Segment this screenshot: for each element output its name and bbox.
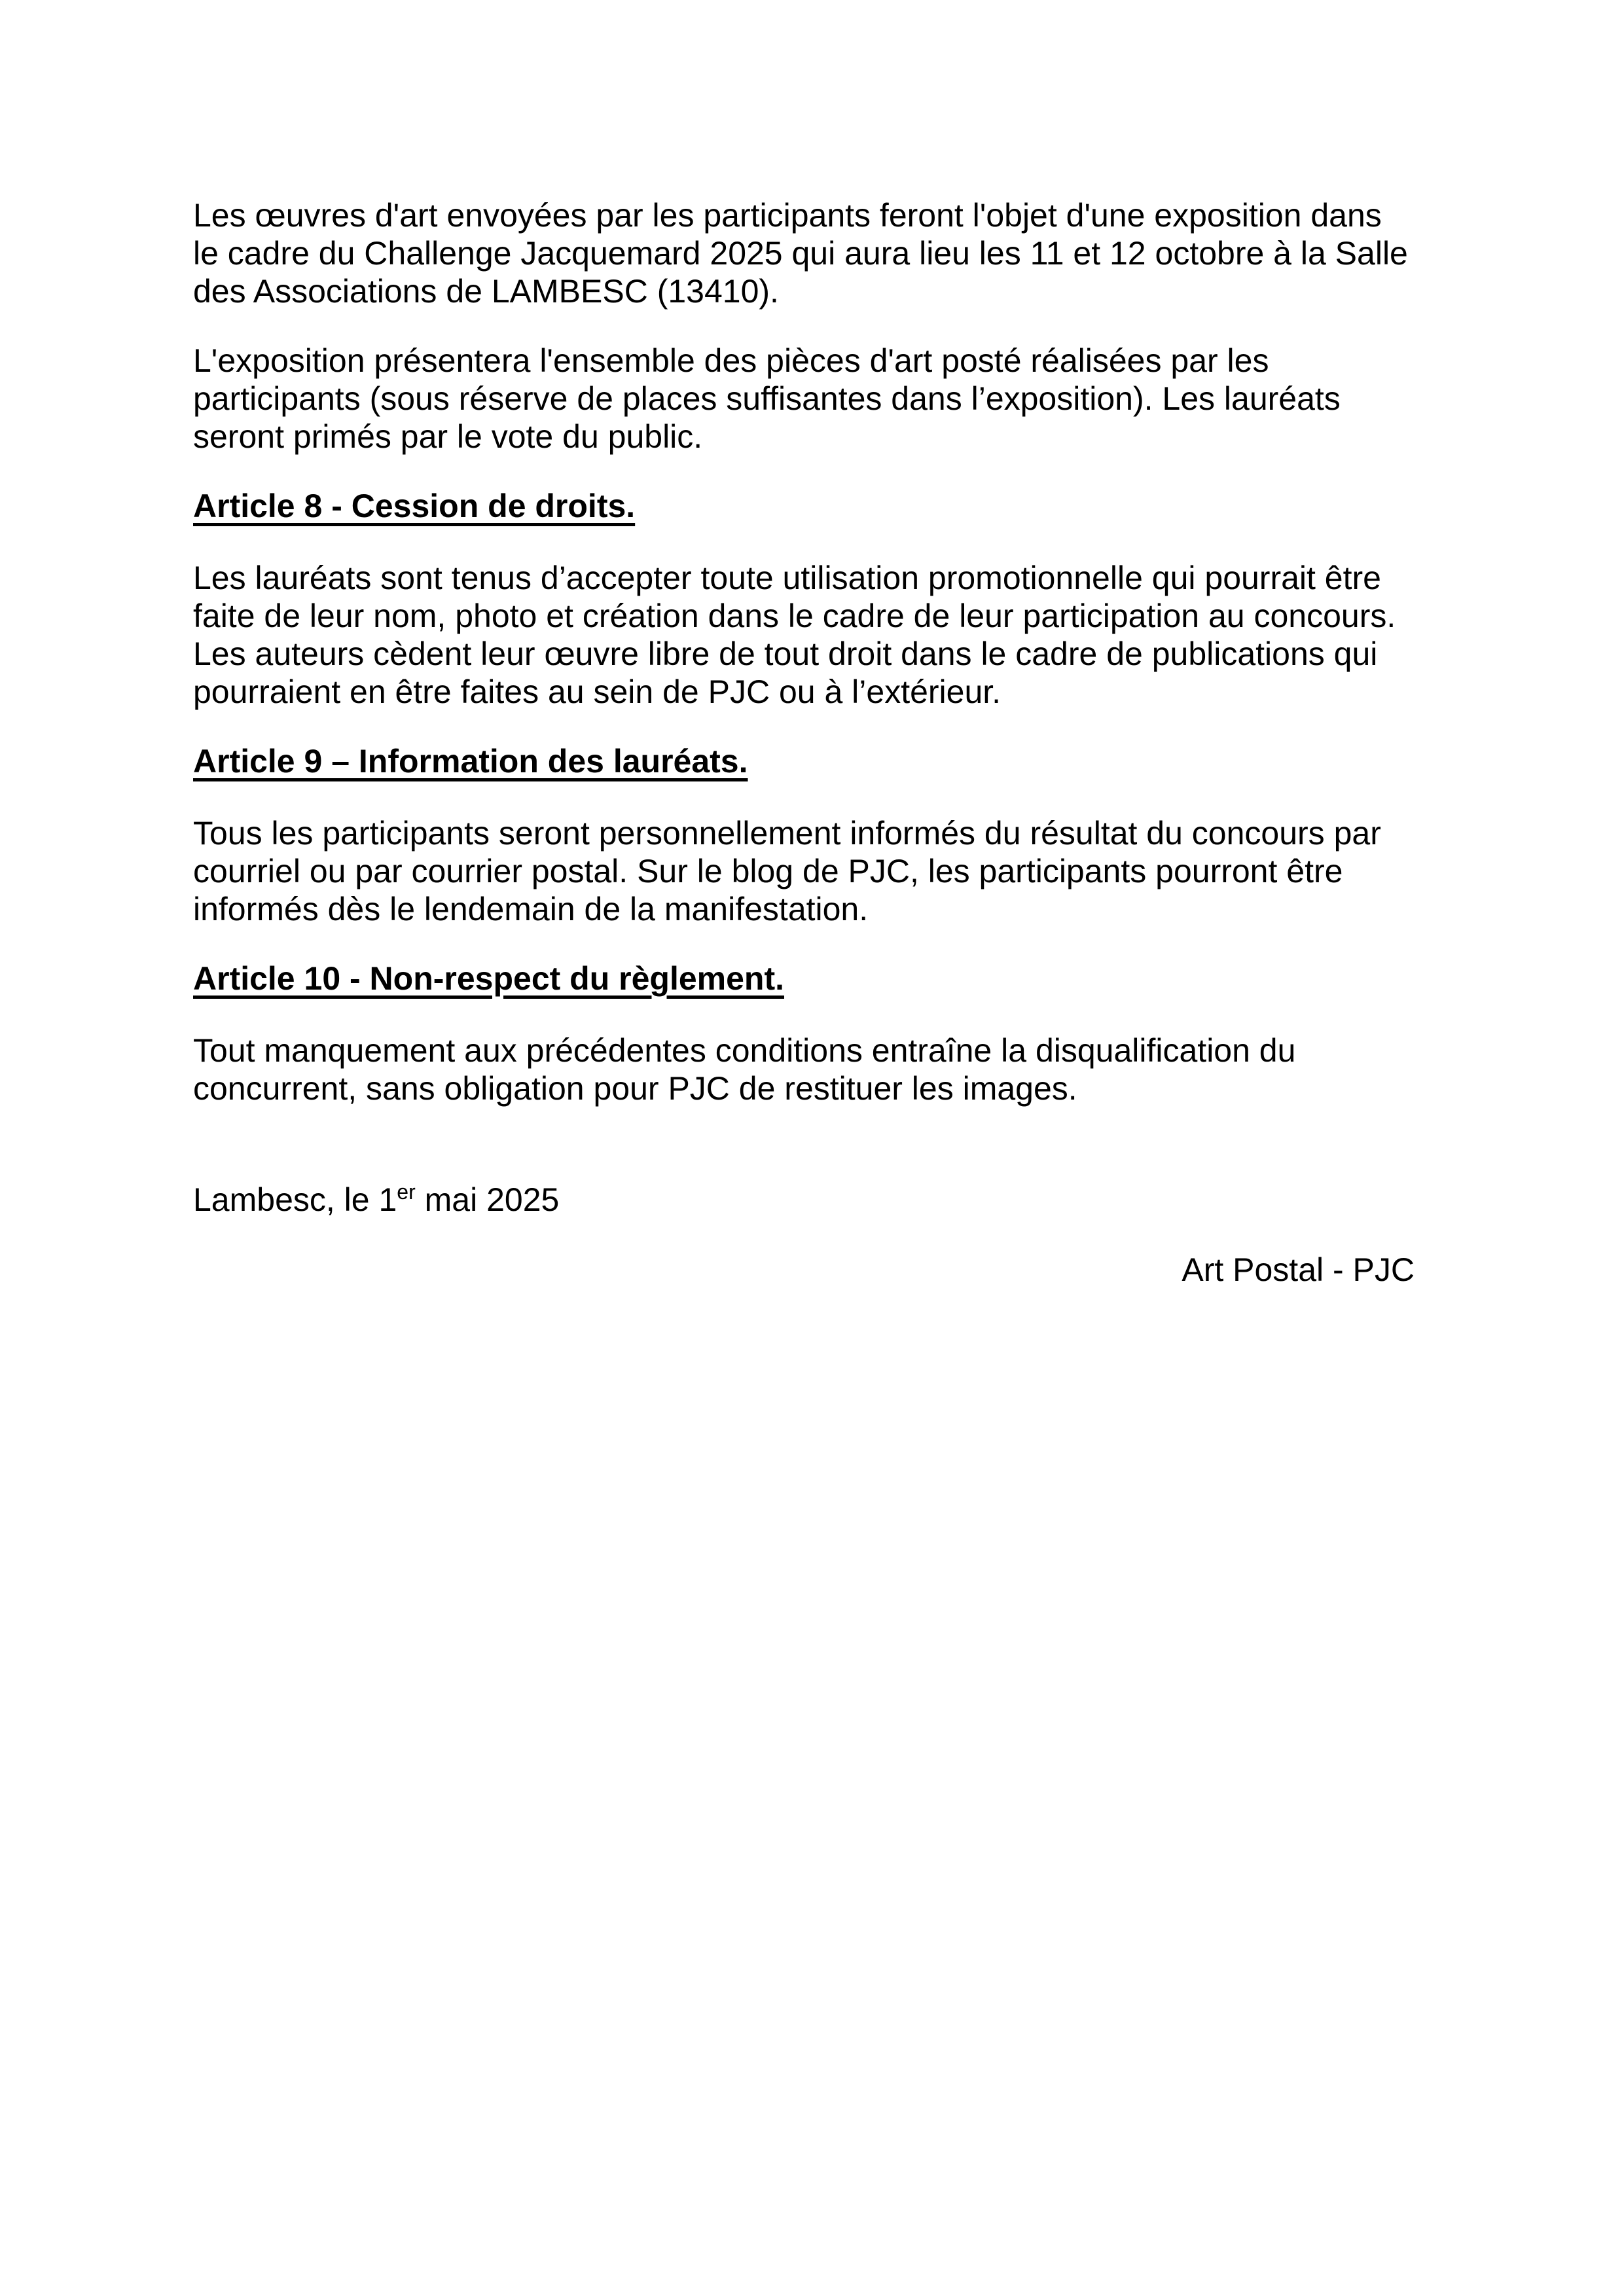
- article-9-body: Tous les participants seront personnellement informés du résultat du concours par courriel ou par courrier postal. Sur le blog de PJC, les participants pourront être informés dès le lendemain de la manifestation.: [193, 815, 1381, 927]
- signature-line: Art Postal - PJC: [1182, 1251, 1415, 1288]
- article-9-heading: [193, 742, 1415, 780]
- paragraph-exposition-details: L'exposition présentera l'ensemble des pièces d'art posté réalisées par les participants (sous réserve de places suffisantes dans l’exposition). Les lauréats seront primés par le vote du public.: [193, 342, 1341, 455]
- date-line: [193, 1181, 1415, 1219]
- document-content: [193, 196, 1415, 1289]
- date-prefix: Lambesc, le 1: [193, 1181, 397, 1218]
- paragraph-exposition-annonce: Les œuvres d'art envoyées par les participants feront l'objet d'une exposition dans le cadre du Challenge Jacquemard 2025 qui aura lieu les 11 et 12 octobre à la Salle des Associations de LAMBESC (13410).: [193, 197, 1408, 310]
- article-8-heading-text: Article 8 - Cession de droits.: [193, 488, 636, 524]
- article-10-heading: [193, 960, 1415, 997]
- article-10-body: Tout manquement aux précédentes conditions entraîne la disqualification du concurrent, sans obligation pour PJC de restituer les images.: [193, 1032, 1296, 1107]
- article-8-body: Les lauréats sont tenus d’accepter toute utilisation promotionnelle qui pourrait être faite de leur nom, photo et création dans le cadre de leur participation au concours. Les auteurs cèdent leur œuvre libre de tout droit dans le cadre de publications qui pourraient en être faites au sein de PJC ou à l’extérieur.: [193, 560, 1396, 710]
- article-8-heading: [193, 487, 1415, 525]
- date-ordinal-superscript: er: [397, 1180, 416, 1204]
- article-10-heading-text: Article 10 - Non-respect du règlement.: [193, 960, 785, 997]
- article-9-heading-text: Article 9 – Information des lauréats.: [193, 743, 748, 780]
- date-rest: mai 2025: [415, 1181, 560, 1218]
